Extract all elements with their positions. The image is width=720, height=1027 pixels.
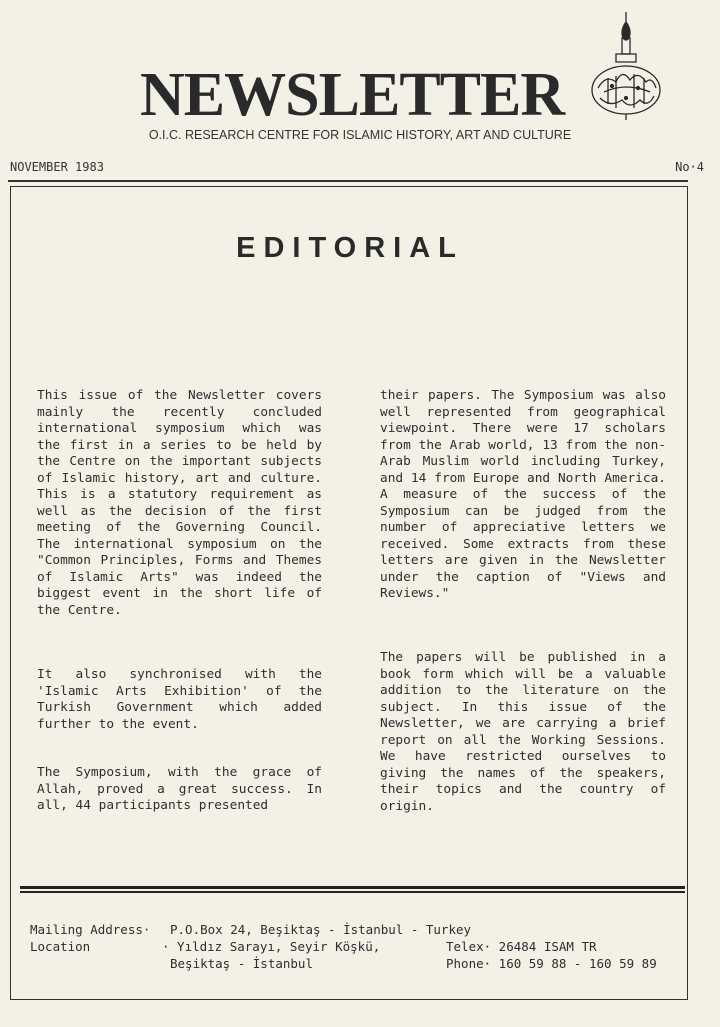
editorial-paragraph: This issue of the Newsletter covers mainly the recently concluded international symposium which was the first in a series to be held by the Centre on the important subjects of Islamic history, art and culture. This is a statutory requirement as well as the decision of the first meeting of the Governing Council. The international symposium on the "Common Principles, Forms and Themes of Islamic Arts" was indeed the biggest event in the short life of the Centre. bbox=[37, 388, 322, 618]
masthead-subtitle: O.I.C. RESEARCH CENTRE FOR ISLAMIC HISTORY, ART AND CULTURE bbox=[148, 128, 572, 142]
phone-number: Phone· 160 59 88 - 160 59 89 bbox=[446, 956, 657, 971]
footer-divider bbox=[20, 886, 685, 889]
editorial-paragraph: their papers. The Symposium was also well represented from geographical viewpoint. There were 17 scholars from the Arab world, 13 from the non-Arab Muslim world including Turkey, and 14 from Europe and North America. A measure of the success of the Symposium can be judged from the number of appreciative letters we received. Some extracts from these letters are given in the Newsletter under the caption of "Views and Reviews." bbox=[380, 388, 666, 601]
editorial-paragraph: It also synchronised with the 'Islamic Arts Exhibition' of the Turkish Government which added further to the event. bbox=[37, 667, 322, 732]
footer-divider-thin bbox=[20, 891, 685, 893]
editorial-paragraph: The Symposium, with the grace of Allah, proved a great success. In all, 44 participants presented bbox=[37, 765, 322, 813]
header-divider bbox=[8, 180, 688, 182]
location-line-2: Beşiktaş - İstanbul bbox=[170, 956, 313, 971]
masthead-title: NEWSLETTER bbox=[140, 61, 565, 129]
editorial-paragraph: The papers will be published in a book form which will be a valuable addition to the literature on the subject. In this issue of the Newsletter, we are carrying a brief report on all the Working Sessions. We have restricted ourselves to giving the names of the speakers, their topics and the country of origin. bbox=[380, 650, 666, 814]
issue-number: No·4 bbox=[675, 160, 704, 174]
mailing-address: P.O.Box 24, Beşiktaş - İstanbul - Turkey bbox=[170, 922, 472, 937]
editorial-heading: EDITORIAL bbox=[236, 232, 464, 264]
location-label: Location bbox=[30, 939, 91, 954]
issue-date: NOVEMBER 1983 bbox=[10, 160, 104, 174]
telex-number: Telex· 26484 ISAM TR bbox=[446, 939, 597, 954]
mosque-calligraphy-emblem-icon bbox=[586, 8, 670, 124]
location-line-1: · Yıldız Sarayı, Seyir Köşkü, bbox=[162, 939, 381, 954]
mailing-label: Mailing Address· bbox=[30, 922, 151, 937]
